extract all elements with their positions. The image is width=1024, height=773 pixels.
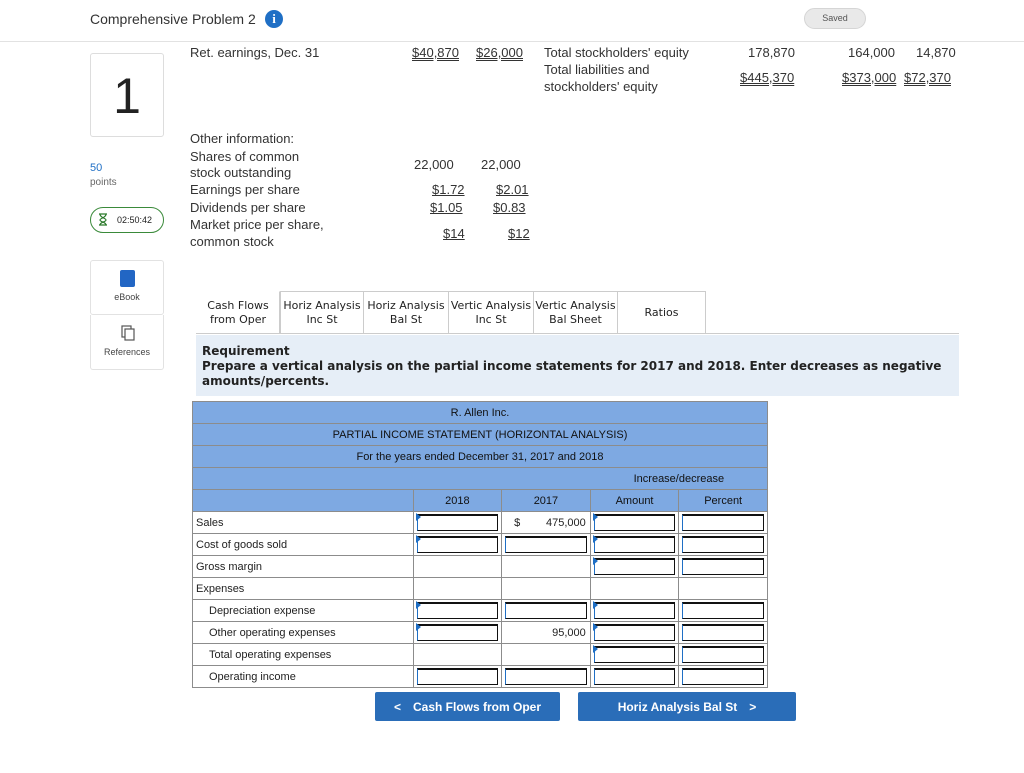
table-row [193,600,768,622]
ebook-button[interactable] [90,260,164,315]
shares-label-2: stock outstanding [190,165,292,180]
ret-earnings-label: Ret. earnings, Dec. 31 [190,45,320,60]
total-se-2017: 164,000 [848,45,895,60]
gross-percent-input[interactable] [682,558,764,575]
points-label: points [90,177,117,188]
points-value: 50 [90,162,103,174]
dps-label: Dividends per share [190,200,306,215]
assignment-title: Comprehensive Problem 2 [90,11,256,27]
tab-divider [196,333,959,334]
dep-2018-input[interactable] [417,602,498,619]
question-number: 1 [90,53,164,137]
opinc-2018-input[interactable] [417,668,498,685]
col-percent: Percent [679,490,768,512]
total-se-2018: 178,870 [748,45,795,60]
table-row [193,534,768,556]
total-le-2017: $373,000 [842,70,897,85]
tab-cash-flows[interactable]: Cash Flows from Oper [196,291,280,334]
row-label: Gross margin [193,556,414,578]
eps-2018: $1.72 [432,182,465,197]
shares-2018: 22,000 [414,157,454,172]
tab-vertic-inc[interactable]: Vertic Analysis Inc St [449,291,534,334]
ret-earnings-2017: $26,000 [476,45,523,60]
market-price-2018: $14 [443,226,465,241]
tab-ratios[interactable]: Ratios [618,291,706,334]
references-button[interactable] [90,315,164,370]
saved-status: Saved [804,8,866,29]
other-2018-input[interactable] [417,624,498,641]
total-le-2018: $445,370 [740,70,795,85]
info-icon[interactable]: i [265,10,283,28]
next-tab-label: Horiz Analysis Bal St [617,699,738,714]
opinc-amount-input[interactable] [594,668,676,685]
dps-2018: $1.05 [430,200,463,215]
gross-amount-input[interactable] [594,558,676,575]
total-le-label-1: Total liabilities and [544,62,650,77]
documents-icon [121,325,135,341]
opinc-percent-input[interactable] [682,668,764,685]
table-row [193,512,768,534]
other-info-heading: Other information: [190,131,295,146]
table-row [193,644,768,666]
dep-percent-input[interactable] [682,602,764,619]
cogs-amount-input[interactable] [594,536,676,553]
other-amount-input[interactable] [594,624,676,641]
hourglass-icon [98,213,108,226]
market-price-label-2: common stock [190,234,274,249]
row-label: Other operating expenses [193,622,414,644]
company-name: R. Allen Inc. [193,402,768,424]
requirement-box [196,335,959,396]
other-percent-input[interactable] [682,624,764,641]
timer: 02:50:42 [90,207,164,233]
chevron-right-icon: > [749,699,757,714]
table-row [193,622,768,644]
tab-vertic-bal[interactable]: Vertic Analysis Bal Sheet [534,291,618,334]
total-amount-input[interactable] [594,646,676,663]
opinc-2017-input[interactable] [505,668,587,685]
chevron-left-icon: < [393,699,401,714]
dps-2017: $0.83 [493,200,526,215]
table-row [193,666,768,688]
table-row [193,578,768,600]
shares-label-1: Shares of common [190,149,300,164]
cogs-2017-input[interactable] [505,536,587,553]
ret-earnings-2018: $40,870 [412,45,459,60]
other-2017-value: 95,000 [502,622,591,644]
dep-amount-input[interactable] [594,602,676,619]
total-se-label: Total stockholders' equity [544,45,689,60]
requirement-heading: Requirement [202,344,290,358]
income-statement-table [192,401,768,688]
market-price-2017: $12 [508,226,530,241]
cogs-percent-input[interactable] [682,536,764,553]
tab-horiz-inc[interactable]: Horiz Analysis Inc St [280,291,364,334]
row-label: Expenses [193,578,414,600]
tab-horiz-bal[interactable]: Horiz Analysis Bal St [364,291,449,334]
row-label: Depreciation expense [193,600,414,622]
ebook-label: eBook [114,292,140,302]
row-label: Total operating expenses [193,644,414,666]
col-2017: 2017 [502,490,591,512]
row-label: Cost of goods sold [193,534,414,556]
statement-title: PARTIAL INCOME STATEMENT (HORIZONTAL ANALYSIS) [193,424,768,446]
col-2018: 2018 [413,490,501,512]
references-label: References [103,347,151,357]
book-icon [120,270,135,287]
sales-2017-value: 475,000 [545,516,586,529]
total-se-change: 14,870 [916,45,956,60]
sales-amount-input[interactable] [594,514,676,531]
increase-decrease-header: Increase/decrease [590,468,767,490]
shares-2017: 22,000 [481,157,521,172]
market-price-label-1: Market price per share, [190,217,324,232]
statement-period: For the years ended December 31, 2017 and 2018 [193,446,768,468]
prev-tab-button[interactable] [375,692,560,721]
row-label: Sales [193,512,414,534]
total-le-label-2: stockholders' equity [544,79,658,94]
prev-tab-label: Cash Flows from Oper [412,699,542,714]
cogs-2018-input[interactable] [417,536,498,553]
row-label: Operating income [193,666,414,688]
dep-2017-input[interactable] [505,602,587,619]
sales-2018-input[interactable] [417,514,498,531]
requirement-text: Prepare a vertical analysis on the partial income statements for 2017 and 2018. Enter decreases as negative amounts/percents. [202,359,942,388]
total-le-change: $72,370 [904,70,951,85]
eps-label: Earnings per share [190,182,300,197]
eps-2017: $2.01 [496,182,529,197]
sales-percent-input[interactable] [682,514,764,531]
total-percent-input[interactable] [682,646,764,663]
col-amount: Amount [590,490,679,512]
tab-bar [196,291,706,334]
table-row [193,556,768,578]
currency-symbol: $ [514,516,521,529]
next-tab-button[interactable] [578,692,796,721]
